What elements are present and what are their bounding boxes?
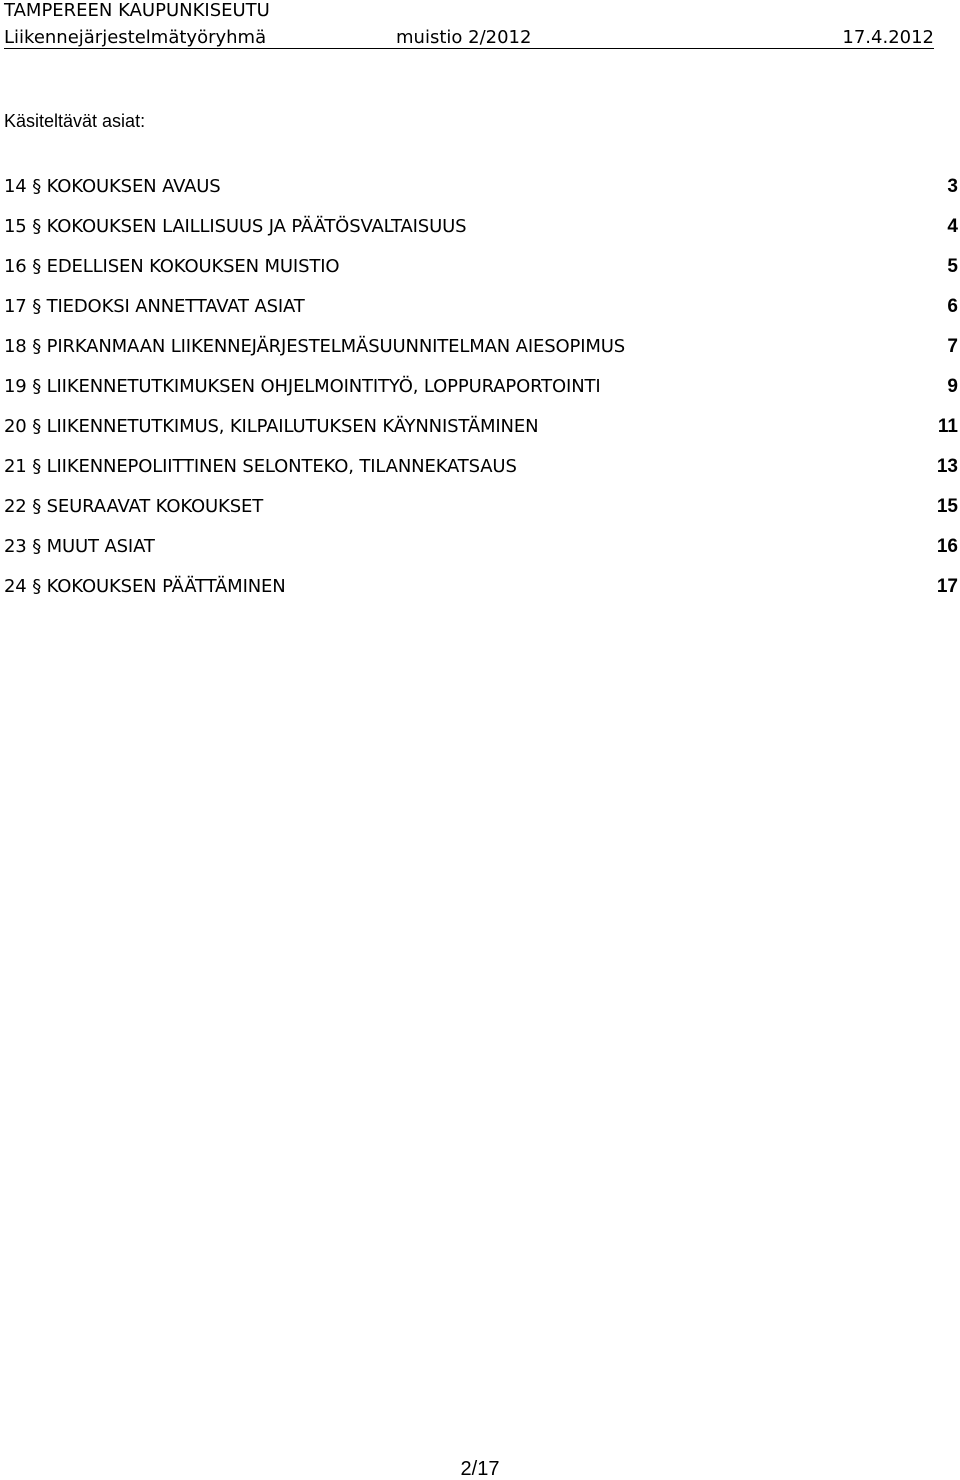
- section-sign-icon: §: [32, 416, 42, 437]
- memo-date: 17.4.2012: [842, 27, 934, 48]
- toc-entry-title: 16 § EDELLISEN KOKOUKSEN MUISTIO: [4, 256, 340, 277]
- toc-entry-title: 18 § PIRKANMAAN LIIKENNEJÄRJESTELMÄSUUNNITELMAN AIESOPIMUS: [4, 336, 626, 357]
- toc-entry: [4, 456, 958, 496]
- toc-entry-page: 13: [936, 456, 958, 477]
- toc-entry-title: 14 § KOKOUKSEN AVAUS: [4, 176, 221, 197]
- working-group-name: Liikennejärjestelmätyöryhmä: [4, 27, 267, 48]
- toc-entry-page: 11: [937, 416, 958, 437]
- toc-entry-page: 17: [936, 576, 958, 597]
- table-of-contents: [4, 176, 958, 616]
- toc-entry-title: 23 § MUUT ASIAT: [4, 536, 155, 557]
- toc-entry: [4, 576, 958, 616]
- toc-entry-page: 16: [936, 536, 958, 557]
- toc-entry-page: 3: [947, 176, 958, 197]
- toc-entry-title: 24 § KOKOUKSEN PÄÄTTÄMINEN: [4, 576, 286, 597]
- toc-entry-title: 20 § LIIKENNETUTKIMUS, KILPAILUTUKSEN KÄYNNISTÄMINEN: [4, 416, 539, 437]
- organization-name: TAMPEREEN KAUPUNKISEUTU: [4, 0, 270, 21]
- toc-entry: [4, 296, 958, 336]
- toc-entry-title: 22 § SEURAAVAT KOKOUKSET: [4, 496, 264, 517]
- memo-number: muistio 2/2012: [396, 27, 532, 48]
- toc-entry-title: 15 § KOKOUKSEN LAILLISUUS JA PÄÄTÖSVALTAISUUS: [4, 216, 467, 237]
- toc-entry-page: 15: [936, 496, 958, 517]
- toc-entry-title: 21 § LIIKENNEPOLIITTINEN SELONTEKO, TILANNEKATSAUS: [4, 456, 517, 477]
- toc-entry-page: 9: [947, 376, 958, 397]
- toc-entry: [4, 216, 958, 256]
- toc-entry: [4, 256, 958, 296]
- toc-entry-page: 6: [947, 296, 958, 317]
- section-sign-icon: §: [32, 256, 42, 277]
- section-sign-icon: §: [32, 456, 42, 477]
- toc-entry: [4, 176, 958, 216]
- section-sign-icon: §: [32, 376, 42, 397]
- section-sign-icon: §: [32, 216, 42, 237]
- toc-entry: [4, 496, 958, 536]
- toc-entry: [4, 336, 958, 376]
- toc-entry: [4, 376, 958, 416]
- document-header: [4, 0, 934, 49]
- toc-entry-page: 7: [947, 336, 958, 357]
- section-sign-icon: §: [32, 336, 42, 357]
- toc-entry: [4, 416, 958, 456]
- section-sign-icon: §: [32, 576, 42, 597]
- toc-entry: [4, 536, 958, 576]
- page-number: 2/17: [460, 1458, 500, 1480]
- section-sign-icon: §: [32, 496, 42, 517]
- section-sign-icon: §: [32, 296, 42, 317]
- toc-entry-page: 5: [947, 256, 958, 277]
- section-sign-icon: §: [32, 176, 42, 197]
- toc-entry-title: 19 § LIIKENNETUTKIMUKSEN OHJELMOINTITYÖ, LOPPURAPORTOINTI: [4, 376, 601, 397]
- toc-entry-title: 17 § TIEDOKSI ANNETTAVAT ASIAT: [4, 296, 305, 317]
- toc-entry-page: 4: [947, 216, 958, 237]
- agenda-heading: Käsiteltävät asiat:: [4, 111, 146, 131]
- section-sign-icon: §: [32, 536, 42, 557]
